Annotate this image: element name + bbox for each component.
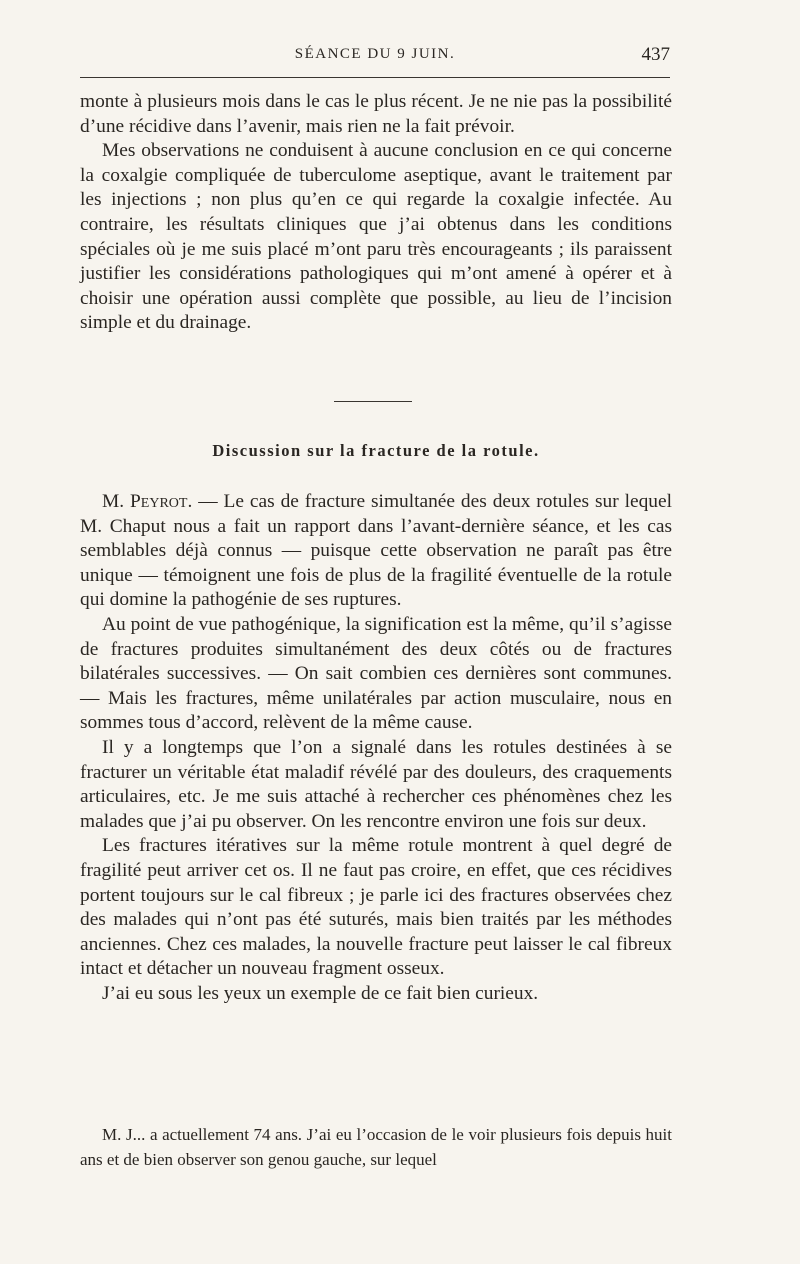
header-rule bbox=[80, 77, 670, 78]
paragraph: M. Peyrot. — Le cas de fracture simultanée des deux rotules sur lequel M. Chaput nous a fait un rapport dans l’avant-dernière séance, et les cas semblables déjà connus — puisque cette observation ne paraît pas être unique — témoignent une fois de plus de la fragilité éventuelle de la rotule qui domine la pathogénie de ses ruptures. bbox=[80, 491, 672, 611]
paragraph: Il y a longtemps que l’on a signalé dans les rotules destinées à se fracturer un véritable état maladif révélé par des douleurs, des craquements articulaires, etc. Je me suis attaché à rechercher ces phénomènes chez les malades que j’ai pu observer. On les rencontre environ une fois sur deux. bbox=[80, 736, 672, 832]
section-separator bbox=[334, 401, 412, 402]
paragraph: M. J... a actuellement 74 ans. J’ai eu l’occasion de le voir plusieurs fois depuis huit ans et de bien observer son genou gauche, sur lequel bbox=[80, 1125, 672, 1169]
running-title: SÉANCE DU 9 JUIN. bbox=[294, 46, 456, 62]
paragraph: J’ai eu sous les yeux un exemple de ce fait bien curieux. bbox=[102, 982, 539, 1004]
page-number: 437 bbox=[641, 44, 670, 65]
paragraph: Au point de vue pathogénique, la signification est la même, qu’il s’agisse de fractures produites simultanément des deux côtés ou de fractures bilatérales successives. — On sait combien ces dernières sont communes. — Mais les fractures, même unilatérales par action musculaire, nous en sommes tous d’accord, relèvent de la même cause. bbox=[80, 613, 672, 734]
text-block-continuation bbox=[80, 90, 672, 336]
paragraph: Les fractures itératives sur la même rotule montrent à quel degré de fragilité peut arriver cet os. Il ne faut pas croire, en effet, que ces récidives portent toujours sur le cal fibreux ; je parle ici des fractures observées chez des malades qui n’ont pas été suturés, mais bien traités par les méthodes anciennes. Chez ces malades, la nouvelle fracture peut laisser le cal fibreux intact et détacher un nouveau fragment osseux. bbox=[80, 835, 672, 980]
text-block-discussion bbox=[80, 490, 672, 1006]
running-head bbox=[80, 44, 670, 68]
paragraph: monte à plusieurs mois dans le cas le plus récent. Je ne nie pas la possibilité d’une récidive dans l’avenir, mais rien ne la fait prévoir. bbox=[80, 91, 672, 137]
speaker-name: M. Peyrot. bbox=[102, 491, 193, 512]
text-block-case-report bbox=[80, 1122, 672, 1172]
section-heading: Discussion sur la fracture de la rotule. bbox=[212, 441, 540, 460]
paragraph: Mes observations ne conduisent à aucune conclusion en ce qui concerne la coxalgie compliquée de tuberculome aseptique, avant le traitement par les injections ; non plus qu’en ce qui regarde la coxalgie infectée. Au contraire, les résultats cliniques que j’ai obtenus dans les conditions spéciales où je me suis placé m’ont paru très encourageants ; ils paraissent justifier les considérations pathologiques qui m’ont amené à opérer et à choisir une opération aussi complète que possible, au lieu de l’incision simple et du drainage. bbox=[80, 140, 672, 334]
